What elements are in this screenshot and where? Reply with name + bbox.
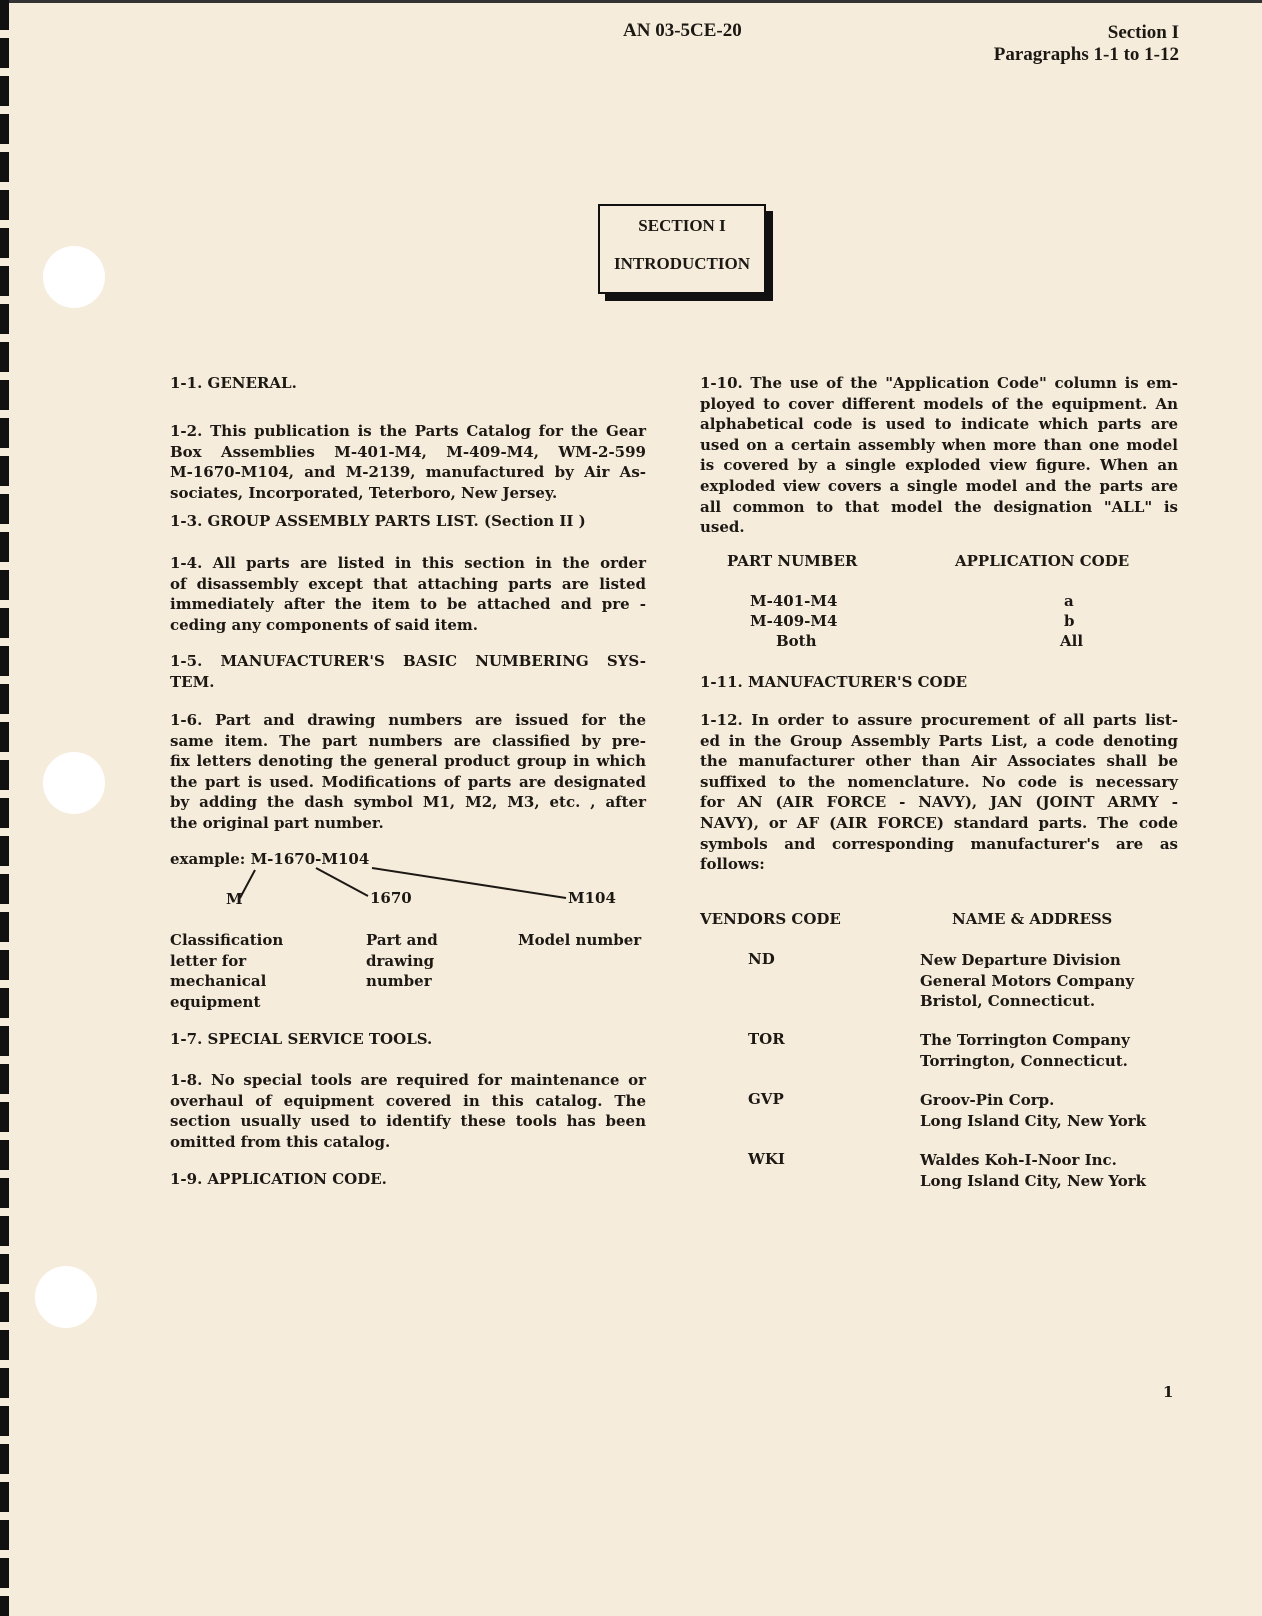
text-line: 1-10. The use of the "Application Code" column is em- [700,374,1178,392]
para-1-7 [170,1029,646,1050]
text-line: 1-2. This publication is the Parts Catalog for the Gear [170,422,646,440]
text-line: New Departure Division [920,951,1121,969]
text-line: alphabetical code is used to indicate which parts are [700,415,1178,434]
text-line: for AN (AIR FORCE - NAVY), JAN (JOINT ARMY - [700,793,1178,812]
vendor-address [920,950,1134,1012]
text-line: the original part number. [170,813,384,832]
text-line: is covered by a single exploded view figure. When an [700,456,1178,475]
text-line: NAVY), or AF (AIR FORCE) standard parts. The code [700,813,1178,832]
para-1-9 [170,1169,646,1190]
text-line: 1-5. MANUFACTURER'S BASIC NUMBERING SYS- [170,652,646,670]
app-table-header-code: APPLICATION CODE [955,552,1130,570]
paragraph-range: Paragraphs 1-1 to 1-12 [993,44,1179,65]
app-table-code: All [1060,632,1084,650]
app-table-part: M-409-M4 [750,612,838,630]
app-table-code: b [1064,612,1075,630]
text-line: TEM. [170,672,215,691]
text-line: drawing [366,951,435,970]
text-line: omitted from this catalog. [170,1132,391,1151]
text-line: ployed to cover different models of the equipment. An [700,394,1178,413]
app-table-header-part: PART NUMBER [727,552,858,570]
vendor-address [920,1030,1130,1071]
text-line: section usually used to identify these tools has been [170,1112,646,1131]
text-line: immediately after the item to be attached and pre - [170,595,646,614]
text-line: 1-3. GROUP ASSEMBLY PARTS LIST. (Section II ) [170,512,586,530]
text-line: ceding any components of said item. [170,615,479,634]
text-line: 1-9. APPLICATION CODE. [170,1170,387,1188]
section-title: INTRODUCTION [613,254,751,273]
para-1-11 [700,672,1178,693]
vendor-address [920,1090,1146,1131]
para-1-8 [170,1070,646,1152]
text-line: 1-4. All parts are listed in this section in the order [170,554,646,572]
text-line: Part and [366,931,438,949]
text-line: sociates, Incorporated, Teterboro, New Jersey. [170,483,558,502]
text-line: Waldes Koh-I-Noor Inc. [920,1151,1117,1169]
text-line: equipment [170,992,261,1011]
text-line: Torrington, Connecticut. [920,1051,1128,1070]
app-table-part: M-401-M4 [750,592,838,610]
text-line: 1-7. SPECIAL SERVICE TOOLS. [170,1030,433,1048]
text-line: 1-1. GENERAL. [170,374,297,392]
text-line: mechanical [170,972,267,991]
text-line: same item. The part numbers are classified by pre- [170,731,646,750]
section-label: Section I [1107,22,1179,43]
example-leader-lines [0,0,700,1000]
page-number: 1 [1163,1383,1174,1401]
text-line: Box Assemblies M-401-M4, M-409-M4, WM-2-599 [170,442,646,461]
vendors-header-code: VENDORS CODE [700,910,841,928]
text-line: Groov-Pin Corp. [920,1091,1055,1109]
para-1-10 [700,373,1178,538]
example-label: example: M-1670-M104 [170,850,370,868]
text-line: 1-8. No special tools are required for maintenance or [170,1071,646,1089]
app-table-part: Both [776,632,817,650]
text-line: M-1670-M104, and M-2139, manufactured by Air As- [170,463,646,482]
example-desc-m104 [518,930,641,951]
text-line: Bristol, Connecticut. [920,992,1096,1011]
text-line: 1-6. Part and drawing numbers are issued for the [170,711,646,729]
example-part-m: M [226,890,243,908]
text-line: Long Island City, New York [920,1171,1147,1190]
text-line: exploded view covers a single model and the parts are [700,476,1178,495]
text-line: 1-12. In order to assure procurement of all parts list- [700,711,1178,729]
para-1-12 [700,710,1178,875]
example-part-1670: 1670 [370,889,412,907]
text-line: overhaul of equipment covered in this catalog. The [170,1091,646,1110]
document-number: AN 03-5CE-20 [623,20,742,41]
text-line: the part is used. Modifications of parts are designated [170,772,646,791]
text-line: used on a certain assembly when more than one model [700,435,1178,454]
text-line: Classification [170,931,284,949]
example-part-m104: M104 [568,889,616,907]
vendor-code: GVP [748,1090,784,1108]
vendors-header-name: NAME & ADDRESS [952,910,1113,928]
text-line: Long Island City, New York [920,1111,1147,1130]
text-line: Model number [518,931,642,949]
text-line: used. [700,518,745,537]
text-line: follows: [700,855,765,874]
text-line: The Torrington Company [920,1031,1130,1049]
text-line: suffixed to the nomenclature. No code is necessary [700,772,1178,791]
leader-line-1670 [316,868,368,896]
text-line: the manufacturer other than Air Associates shall be [700,752,1178,771]
text-line: all common to that model the designation "ALL" is [700,497,1178,516]
text-line: letter for [170,951,247,970]
vendor-code: TOR [748,1030,785,1048]
text-line: of disassembly except that attaching parts are listed [170,574,646,593]
section-number: SECTION I [638,216,726,235]
text-line: number [366,972,432,991]
text-line: fix letters denoting the general product group in which [170,752,646,771]
text-line: symbols and corresponding manufacturer's are as [700,834,1178,853]
vendor-code: WKI [748,1150,785,1168]
text-line: General Motors Company [920,971,1135,990]
example-desc-m [170,930,283,1012]
text-line: 1-11. MANUFACTURER'S CODE [700,673,968,691]
text-line: ed in the Group Assembly Parts List, a code denoting [700,731,1178,750]
app-table-code: a [1064,592,1074,610]
punch-hole [35,1266,97,1328]
vendor-code: ND [748,950,775,968]
text-line: by adding the dash symbol M1, M2, M3, etc. , after [170,793,646,812]
example-desc-1670 [366,930,438,992]
vendor-address [920,1150,1146,1191]
